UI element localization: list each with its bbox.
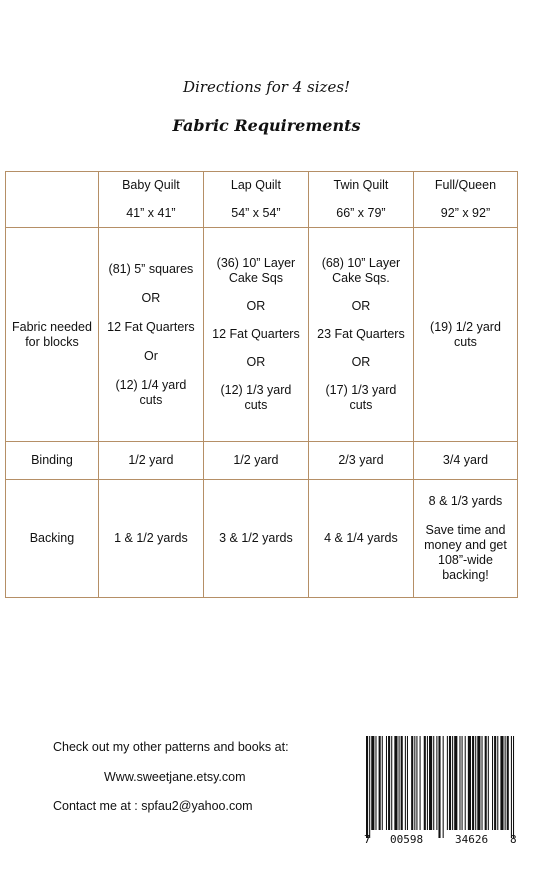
cell-line: backing! — [442, 568, 489, 582]
barcode-bar — [407, 736, 408, 830]
barcode-bar — [416, 736, 417, 830]
barcode-digit-right: 8 — [510, 833, 517, 846]
barcode-bar — [507, 736, 509, 830]
cell-line: cuts — [244, 398, 268, 412]
barcode-bar — [477, 736, 480, 830]
backing-twin: 4 & 1/4 yards — [308, 480, 413, 598]
barcode-bar — [443, 736, 444, 838]
barcode-bar — [436, 736, 437, 830]
barcode-bar — [488, 736, 489, 830]
fabric-requirements-table — [5, 171, 518, 598]
header-baby-quilt: Baby Quilt 41” x 41” — [98, 172, 203, 228]
barcode-bar — [375, 736, 376, 830]
barcode-digits-group2: 34626 — [455, 833, 489, 846]
barcode-bar — [414, 736, 415, 830]
barcode-bar — [459, 736, 460, 830]
cell-line: OR — [141, 290, 161, 305]
header-lap-quilt: Lap Quilt 54” x 54” — [203, 172, 308, 228]
cell-line: Cake Sqs. — [332, 271, 390, 285]
backing-lap: 3 & 1/2 yards — [203, 480, 308, 598]
barcode-bar — [500, 736, 503, 830]
barcode-bar — [371, 736, 374, 830]
blocks-label — [6, 228, 99, 442]
barcode-bar — [399, 736, 400, 830]
barcode-bar — [433, 736, 434, 830]
backing-baby: 1 & 1/2 yards — [98, 480, 203, 598]
barcode-bar — [468, 736, 471, 830]
barcode-bar — [386, 736, 387, 830]
cell-line: OR — [246, 299, 266, 313]
barcode-bar — [513, 736, 514, 838]
cell-line: (19) 1/2 yard — [430, 319, 501, 334]
barcode-bar — [494, 736, 496, 830]
directions-heading: Directions for 4 sizes! — [182, 78, 351, 96]
barcode-bar — [472, 736, 474, 830]
barcode-bar — [394, 736, 397, 830]
backing-label: Backing — [6, 480, 99, 598]
binding-full: 3/4 yard — [413, 442, 517, 480]
cell-line: money and get — [424, 538, 507, 552]
barcode-bar — [492, 736, 493, 830]
barcode-bar — [405, 736, 406, 830]
barcode-bar — [462, 736, 463, 830]
barcode-bar — [388, 736, 390, 830]
cell-line: Or — [143, 348, 158, 363]
cell-line: (36) 10” Layer — [216, 256, 296, 270]
blocks-twin — [308, 228, 413, 442]
backing-full — [413, 480, 517, 598]
footer-shop-link[interactable]: Www.sweetjane.etsy.com — [104, 770, 246, 784]
barcode-bar — [369, 736, 370, 838]
barcode-bar — [382, 736, 383, 830]
footer-contact-text: Contact me at : spfau2@yahoo.com — [53, 799, 253, 813]
barcode-image — [362, 736, 520, 846]
barcode-bar — [485, 736, 487, 830]
barcode-bar — [427, 736, 428, 830]
cell-line: cuts — [454, 334, 477, 349]
fabric-requirements-title: Fabric Requirements — [172, 116, 361, 135]
binding-label: Binding — [6, 442, 99, 480]
cell-line: 23 Fat Quarters — [317, 327, 405, 341]
cell-line: cuts — [139, 392, 163, 407]
cell-line: (68) 10” Layer — [321, 256, 401, 270]
cell-line: 8 & 1/3 yards — [428, 494, 503, 508]
binding-baby: 1/2 yard — [98, 442, 203, 480]
cell-line: for blocks — [25, 334, 79, 349]
blocks-full — [413, 228, 517, 442]
barcode-bar — [454, 736, 457, 830]
barcode-digit-left: 7 — [364, 833, 371, 846]
footer-patterns-text: Check out my other patterns and books at: — [53, 740, 289, 754]
cell-line: 108”-wide — [438, 553, 493, 567]
barcode-bar — [401, 736, 403, 830]
table-row-binding — [6, 442, 518, 480]
barcode-bar — [511, 736, 512, 838]
blocks-baby — [98, 228, 203, 442]
barcode-bar — [429, 736, 432, 830]
barcode-bar — [475, 736, 476, 830]
cell-line: 12 Fat Quarters — [212, 327, 300, 341]
barcode-bar — [420, 736, 421, 830]
barcode-bar — [411, 736, 413, 830]
corner-cell — [6, 172, 99, 228]
header-twin-quilt: Twin Quilt 66” x 79” — [308, 172, 413, 228]
barcode-bar — [482, 736, 483, 830]
barcode-bar — [366, 736, 368, 838]
cell-line: (17) 1/3 yard — [325, 383, 397, 397]
cell-line: (12) 1/3 yard — [220, 383, 292, 397]
barcode-bar — [497, 736, 498, 830]
cell-line: OR — [246, 355, 266, 369]
binding-lap: 1/2 yard — [203, 442, 308, 480]
barcode-bar — [505, 736, 506, 830]
table-header-row — [6, 172, 518, 228]
cell-line: (12) 1/4 yard — [115, 377, 187, 392]
barcode-bar — [424, 736, 426, 830]
cell-line: (81) 5” squares — [108, 261, 194, 276]
barcode-bar — [452, 736, 453, 830]
blocks-lap — [203, 228, 308, 442]
barcode-bar — [438, 736, 440, 838]
barcode-bar — [447, 736, 448, 830]
table-row-backing — [6, 480, 518, 598]
table-row-blocks — [6, 228, 518, 442]
barcode-bar — [379, 736, 381, 830]
cell-line: Fabric needed — [11, 319, 92, 334]
barcode-bar — [449, 736, 451, 830]
barcode-digits-group1: 00598 — [390, 833, 424, 846]
cell-line: Save time and — [425, 523, 506, 537]
cell-line: Cake Sqs — [228, 271, 284, 285]
header-full-queen: Full/Queen 92” x 92” — [413, 172, 517, 228]
cell-line: cuts — [349, 398, 373, 412]
cell-line: OR — [351, 299, 371, 313]
cell-line: OR — [351, 355, 371, 369]
cell-line: 12 Fat Quarters — [107, 319, 195, 334]
barcode-bar — [391, 736, 392, 830]
barcode-bar — [465, 736, 466, 830]
binding-twin: 2/3 yard — [308, 442, 413, 480]
